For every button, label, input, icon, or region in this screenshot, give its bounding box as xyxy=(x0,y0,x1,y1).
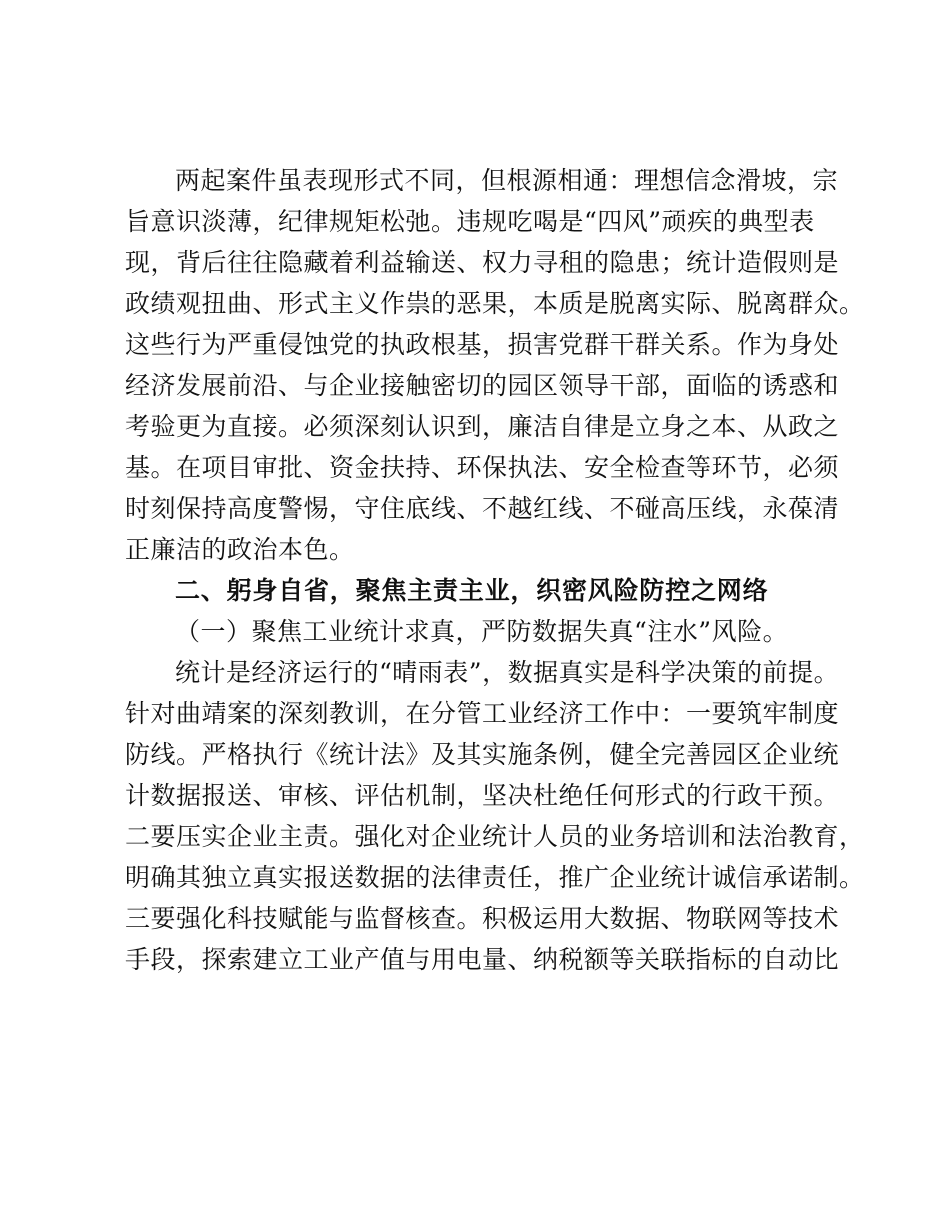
paragraph-line: 手段，探索建立工业产值与用电量、纳税额等关联指标的自动比 xyxy=(125,945,840,974)
paragraph-line: 正廉洁的政治本色。 xyxy=(125,535,355,564)
paragraph-line: 现，背后往往隐藏着利益输送、权力寻租的隐患；统计造假则是 xyxy=(125,248,840,277)
paragraph-line: 统计是经济运行的“晴雨表”，数据真实是科学决策的前提。 xyxy=(175,658,840,687)
subsection-heading: （一）聚焦工业统计求真，严防数据失真“注水”风险。 xyxy=(175,617,789,646)
paragraph-line: 明确其独立真实报送数据的法律责任，推广企业统计诚信承诺制。 xyxy=(125,863,865,892)
paragraph-line: 防线。严格执行《统计法》及其实施条例，健全完善园区企业统 xyxy=(125,740,840,769)
document-body xyxy=(125,160,865,980)
paragraph-line: 三要强化科技赋能与监督核查。积极运用大数据、物联网等技术 xyxy=(125,904,840,933)
paragraph-line: 两起案件虽表现形式不同，但根源相通：理想信念滑坡，宗 xyxy=(175,166,839,195)
paragraph-line: 旨意识淡薄，纪律规矩松弛。违规吃喝是“四风”顽疾的典型表 xyxy=(125,207,815,236)
paragraph-line: 时刻保持高度警惕，守住底线、不越红线、不碰高压线，永葆清 xyxy=(125,494,840,523)
paragraph-line: 经济发展前沿、与企业接触密切的园区领导干部，面临的诱惑和 xyxy=(125,371,840,400)
paragraph-line: 考验更为直接。必须深刻认识到，廉洁自律是立身之本、从政之 xyxy=(125,412,840,441)
paragraph-line: 针对曲靖案的深刻教训，在分管工业经济工作中：一要筑牢制度 xyxy=(125,699,840,728)
paragraph-line: 这些行为严重侵蚀党的执政根基，损害党群干群关系。作为身处 xyxy=(125,330,840,359)
paragraph-line: 计数据报送、审核、评估机制，坚决杜绝任何形式的行政干预。 xyxy=(125,781,840,810)
paragraph-line: 二要压实企业主责。强化对企业统计人员的业务培训和法治教育， xyxy=(125,822,865,851)
paragraph-line: 政绩观扭曲、形式主义作祟的恶果，本质是脱离实际、脱离群众。 xyxy=(125,289,865,318)
section-heading: 二、躬身自省，聚焦主责主业，织密风险防控之网络 xyxy=(175,576,769,605)
paragraph-line: 基。在项目审批、资金扶持、环保执法、安全检查等环节，必须 xyxy=(125,453,840,482)
